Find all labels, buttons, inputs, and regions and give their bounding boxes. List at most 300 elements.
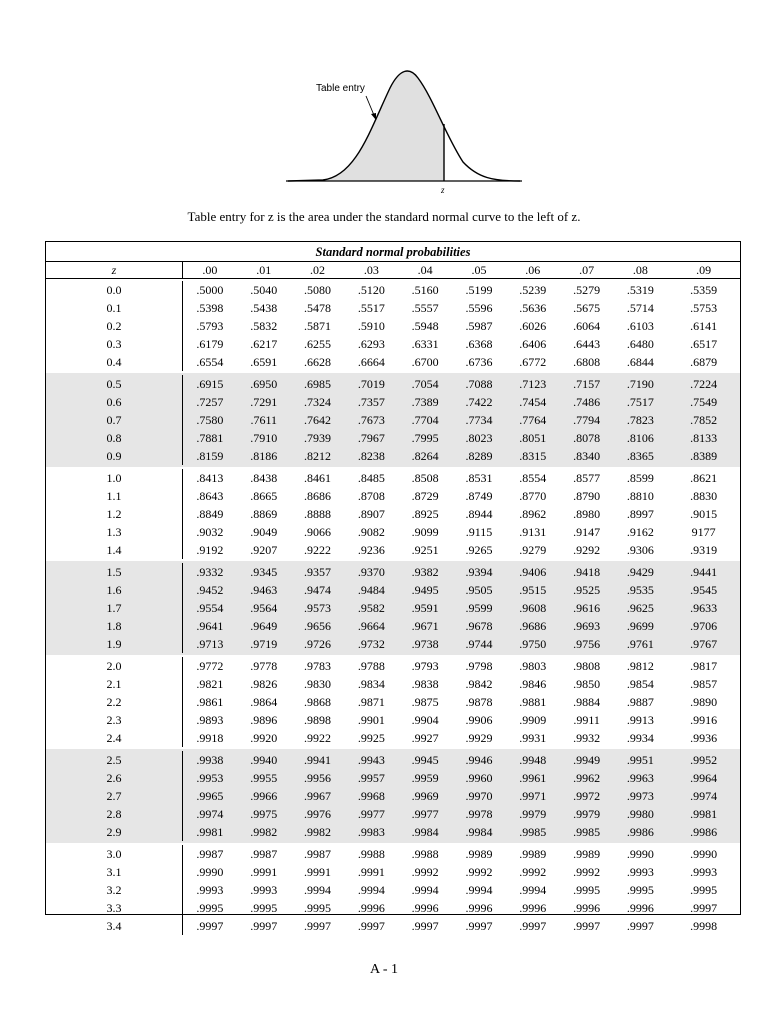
table-row bbox=[46, 769, 740, 787]
table-row bbox=[46, 281, 740, 299]
table-row bbox=[46, 429, 740, 447]
probability-cell: .9554 bbox=[196, 601, 224, 615]
table-row bbox=[46, 881, 740, 899]
probability-cell: .9932 bbox=[573, 731, 601, 745]
normal-curve-figure bbox=[278, 58, 528, 198]
probability-cell: .7580 bbox=[196, 413, 224, 427]
probability-cell: .9987 bbox=[304, 847, 332, 861]
probability-cell: .9974 bbox=[196, 807, 224, 821]
probability-cell: .6664 bbox=[357, 355, 385, 369]
probability-cell: .9750 bbox=[519, 637, 547, 651]
probability-cell: .6141 bbox=[690, 319, 718, 333]
probability-cell: .8907 bbox=[357, 507, 385, 521]
probability-cell: .7704 bbox=[411, 413, 439, 427]
column-header-row bbox=[46, 261, 740, 279]
probability-cell: .8289 bbox=[465, 449, 493, 463]
probability-cell: .6103 bbox=[626, 319, 654, 333]
probability-cell: .8665 bbox=[250, 489, 278, 503]
probability-cell: .6406 bbox=[519, 337, 547, 351]
table-row bbox=[46, 787, 740, 805]
table-body bbox=[46, 279, 740, 937]
probability-cell: .9357 bbox=[304, 565, 332, 579]
probability-cell: .7881 bbox=[196, 431, 224, 445]
table-row bbox=[46, 487, 740, 505]
probability-cell: .7486 bbox=[573, 395, 601, 409]
probability-cell: .8340 bbox=[573, 449, 601, 463]
probability-cell: .9980 bbox=[626, 807, 654, 821]
probability-cell: .7823 bbox=[626, 413, 654, 427]
probability-cell: .8315 bbox=[519, 449, 547, 463]
probability-cell: .7967 bbox=[357, 431, 385, 445]
probability-cell: .9207 bbox=[250, 543, 278, 557]
probability-cell: .8264 bbox=[411, 449, 439, 463]
probability-cell: .9868 bbox=[304, 695, 332, 709]
probability-cell: .9957 bbox=[357, 771, 385, 785]
probability-cell: .8438 bbox=[250, 471, 278, 485]
table-row bbox=[46, 729, 740, 747]
probability-cell: .9429 bbox=[626, 565, 654, 579]
probability-cell: .9994 bbox=[357, 883, 385, 897]
probability-cell: .7517 bbox=[626, 395, 654, 409]
probability-cell: .9761 bbox=[626, 637, 654, 651]
table-row bbox=[46, 805, 740, 823]
probability-cell: .9975 bbox=[250, 807, 278, 821]
probability-cell: .6844 bbox=[626, 355, 654, 369]
probability-cell: .6331 bbox=[411, 337, 439, 351]
probability-cell: .5675 bbox=[573, 301, 601, 315]
probability-cell: .9990 bbox=[626, 847, 654, 861]
probability-cell: .7157 bbox=[573, 377, 601, 391]
probability-cell: .8485 bbox=[357, 471, 385, 485]
table-row bbox=[46, 393, 740, 411]
probability-cell: .9995 bbox=[573, 883, 601, 897]
probability-cell: .8554 bbox=[519, 471, 547, 485]
probability-cell: .9608 bbox=[519, 601, 547, 615]
probability-cell: .9887 bbox=[626, 695, 654, 709]
probability-cell: .9934 bbox=[626, 731, 654, 745]
table-row bbox=[46, 899, 740, 917]
probability-cell: .8962 bbox=[519, 507, 547, 521]
z-value-cell: 3.3 bbox=[46, 899, 183, 917]
probability-cell: .9788 bbox=[357, 659, 385, 673]
probability-cells bbox=[183, 917, 740, 935]
probability-cell: .9955 bbox=[250, 771, 278, 785]
z-value-cell: 1.4 bbox=[46, 541, 183, 559]
probability-cell: .9945 bbox=[411, 753, 439, 767]
table-row bbox=[46, 335, 740, 353]
probability-cells bbox=[183, 863, 740, 881]
probability-cell: .7224 bbox=[690, 377, 718, 391]
probability-cell: .9988 bbox=[411, 847, 439, 861]
table-row bbox=[46, 317, 740, 335]
z-value-cell: 2.4 bbox=[46, 729, 183, 747]
probability-cell: .9732 bbox=[357, 637, 385, 651]
table-title: Standard normal probabilities bbox=[315, 245, 471, 259]
z-value-cell: 1.0 bbox=[46, 469, 183, 487]
probability-cell: .5120 bbox=[357, 283, 385, 297]
probability-cell: .7019 bbox=[357, 377, 385, 391]
probability-cell: .9996 bbox=[411, 901, 439, 915]
probability-cell: .6026 bbox=[519, 319, 547, 333]
probability-cell: .9370 bbox=[357, 565, 385, 579]
probability-cell: .9979 bbox=[519, 807, 547, 821]
table-row bbox=[46, 711, 740, 729]
probability-cell: .9893 bbox=[196, 713, 224, 727]
probability-cell: .9998 bbox=[690, 919, 718, 933]
probability-cell: .9265 bbox=[465, 543, 493, 557]
probability-cell: .9962 bbox=[573, 771, 601, 785]
probability-cell: .9948 bbox=[519, 753, 547, 767]
probability-cell: .9906 bbox=[465, 713, 493, 727]
probability-cell: .9961 bbox=[519, 771, 547, 785]
probability-cell: .9968 bbox=[357, 789, 385, 803]
probability-cell: .9292 bbox=[573, 543, 601, 557]
probability-cells bbox=[183, 729, 740, 747]
probability-cell: .9916 bbox=[690, 713, 718, 727]
probability-cell: .9896 bbox=[250, 713, 278, 727]
table-row bbox=[46, 523, 740, 541]
probability-cell: .9989 bbox=[519, 847, 547, 861]
probability-cell: .9965 bbox=[196, 789, 224, 803]
probability-cell: .8643 bbox=[196, 489, 224, 503]
probability-cell: .8770 bbox=[519, 489, 547, 503]
probability-cell: .9956 bbox=[304, 771, 332, 785]
z-value-cell: 1.9 bbox=[46, 635, 183, 653]
table-entry-label: Table entry bbox=[316, 83, 365, 94]
probability-cell: .9981 bbox=[690, 807, 718, 821]
probability-cell: .9495 bbox=[411, 583, 439, 597]
probability-cell: .5478 bbox=[304, 301, 332, 315]
probability-cell: .8186 bbox=[250, 449, 278, 463]
probability-cell: .9854 bbox=[626, 677, 654, 691]
probability-cell: .9808 bbox=[573, 659, 601, 673]
probability-cells bbox=[183, 447, 740, 465]
probability-cell: .9484 bbox=[357, 583, 385, 597]
table-row bbox=[46, 411, 740, 429]
probability-cell: .9032 bbox=[196, 525, 224, 539]
row-group bbox=[46, 561, 740, 655]
probability-cell: .9995 bbox=[690, 883, 718, 897]
probability-cell: .9898 bbox=[304, 713, 332, 727]
probability-cell: .9162 bbox=[626, 525, 654, 539]
probability-cell: .9319 bbox=[690, 543, 718, 557]
probability-cell: .9976 bbox=[304, 807, 332, 821]
table-row bbox=[46, 375, 740, 393]
probability-cell: .9987 bbox=[196, 847, 224, 861]
probability-cell: .8869 bbox=[250, 507, 278, 521]
probability-cell: .9719 bbox=[250, 637, 278, 651]
probability-cell: .9991 bbox=[304, 865, 332, 879]
probability-cell: .9959 bbox=[411, 771, 439, 785]
probability-cells bbox=[183, 317, 740, 335]
probability-cell: .9970 bbox=[465, 789, 493, 803]
z-axis-label: z bbox=[441, 185, 445, 195]
table-row bbox=[46, 541, 740, 559]
probability-cell: .6480 bbox=[626, 337, 654, 351]
probability-cell: .9996 bbox=[465, 901, 493, 915]
probability-cell: 9177 bbox=[691, 525, 716, 539]
probability-cell: .7257 bbox=[196, 395, 224, 409]
probability-cell: .5948 bbox=[411, 319, 439, 333]
probability-cell: .9977 bbox=[357, 807, 385, 821]
probability-cells bbox=[183, 487, 740, 505]
probability-cell: .9633 bbox=[690, 601, 718, 615]
probability-cell: .6628 bbox=[304, 355, 332, 369]
probability-cell: .9929 bbox=[465, 731, 493, 745]
table-row bbox=[46, 353, 740, 371]
z-value-cell: 3.1 bbox=[46, 863, 183, 881]
probability-cell: .9864 bbox=[250, 695, 278, 709]
z-value-cell: 2.9 bbox=[46, 823, 183, 841]
probability-cell: .6915 bbox=[196, 377, 224, 391]
probability-cell: .9964 bbox=[690, 771, 718, 785]
probability-cell: .5279 bbox=[573, 283, 601, 297]
probability-cell: .9452 bbox=[196, 583, 224, 597]
probability-cell: .9936 bbox=[690, 731, 718, 745]
probability-cell: .7939 bbox=[304, 431, 332, 445]
probability-cell: .5319 bbox=[626, 283, 654, 297]
probability-cell: .9946 bbox=[465, 753, 493, 767]
probability-cells bbox=[183, 469, 740, 487]
probability-cell: .9382 bbox=[411, 565, 439, 579]
z-value-cell: 1.6 bbox=[46, 581, 183, 599]
probability-cell: .9693 bbox=[573, 619, 601, 633]
z-value-cell: 1.8 bbox=[46, 617, 183, 635]
probability-cell: .9985 bbox=[519, 825, 547, 839]
probability-cell: .7995 bbox=[411, 431, 439, 445]
probability-cell: .9838 bbox=[411, 677, 439, 691]
probability-cells bbox=[183, 899, 740, 917]
probability-cell: .9726 bbox=[304, 637, 332, 651]
probability-cell: .9857 bbox=[690, 677, 718, 691]
probability-cell: .9744 bbox=[465, 637, 493, 651]
z-value-cell: 1.5 bbox=[46, 563, 183, 581]
probability-cell: .9994 bbox=[465, 883, 493, 897]
table-row bbox=[46, 863, 740, 881]
probability-cell: .9996 bbox=[573, 901, 601, 915]
label-pointer-arrowhead bbox=[371, 113, 376, 120]
figure-caption: Table entry for z is the area under the standard normal curve to the left of z. bbox=[187, 209, 581, 224]
page-number: A - 1 bbox=[370, 962, 398, 977]
table-row bbox=[46, 599, 740, 617]
probability-cell: .9993 bbox=[626, 865, 654, 879]
probability-cell: .5557 bbox=[411, 301, 439, 315]
probability-cell: .8133 bbox=[690, 431, 718, 445]
probability-cells bbox=[183, 751, 740, 769]
probability-cell: .6700 bbox=[411, 355, 439, 369]
probability-cells bbox=[183, 881, 740, 899]
probability-cell: .6217 bbox=[250, 337, 278, 351]
probability-cell: .8790 bbox=[573, 489, 601, 503]
z-value-cell: 1.2 bbox=[46, 505, 183, 523]
probability-cell: .7611 bbox=[250, 413, 277, 427]
row-group bbox=[46, 655, 740, 749]
probability-cell: .9706 bbox=[690, 619, 718, 633]
probability-cell: .9988 bbox=[357, 847, 385, 861]
probability-cell: .8461 bbox=[304, 471, 332, 485]
probability-cells bbox=[183, 805, 740, 823]
probability-cells bbox=[183, 787, 740, 805]
shaded-area bbox=[288, 71, 444, 181]
probability-cell: .9938 bbox=[196, 753, 224, 767]
probability-cell: .9992 bbox=[465, 865, 493, 879]
probability-cell: .9992 bbox=[411, 865, 439, 879]
z-value-cell: 2.5 bbox=[46, 751, 183, 769]
probability-cell: .9911 bbox=[573, 713, 600, 727]
probability-cell: .9049 bbox=[250, 525, 278, 539]
probability-cells bbox=[183, 599, 740, 617]
probability-cells bbox=[183, 429, 740, 447]
probability-cell: .6591 bbox=[250, 355, 278, 369]
probability-cell: .5239 bbox=[519, 283, 547, 297]
probability-cell: .8159 bbox=[196, 449, 224, 463]
probability-cell: .9981 bbox=[196, 825, 224, 839]
probability-cell: .9830 bbox=[304, 677, 332, 691]
probability-cell: .9987 bbox=[250, 847, 278, 861]
probability-cell: .9591 bbox=[411, 601, 439, 615]
z-value-cell: 0.5 bbox=[46, 375, 183, 393]
z-value-cell: 2.8 bbox=[46, 805, 183, 823]
probability-cell: .5000 bbox=[196, 283, 224, 297]
probability-cell: .9983 bbox=[357, 825, 385, 839]
probability-cell: .9671 bbox=[411, 619, 439, 633]
table-row bbox=[46, 447, 740, 465]
row-group bbox=[46, 843, 740, 937]
column-header: .05 bbox=[471, 263, 487, 277]
probability-cell: .9927 bbox=[411, 731, 439, 745]
probability-cell: .9649 bbox=[250, 619, 278, 633]
probability-cell: .5636 bbox=[519, 301, 547, 315]
probability-cell: .9913 bbox=[626, 713, 654, 727]
probability-cells bbox=[183, 581, 740, 599]
z-value-cell: 3.2 bbox=[46, 881, 183, 899]
probability-cell: .9984 bbox=[411, 825, 439, 839]
probability-cell: .9871 bbox=[357, 695, 385, 709]
probability-cell: .8389 bbox=[690, 449, 718, 463]
probability-cell: .9222 bbox=[304, 543, 332, 557]
probability-cells bbox=[183, 505, 740, 523]
probability-cell: .9738 bbox=[411, 637, 439, 651]
probability-cell: .9941 bbox=[304, 753, 332, 767]
probability-cell: .9995 bbox=[626, 883, 654, 897]
probability-cell: .5398 bbox=[196, 301, 224, 315]
probability-cell: .6443 bbox=[573, 337, 601, 351]
probability-cell: .9974 bbox=[690, 789, 718, 803]
z-value-cell: 0.3 bbox=[46, 335, 183, 353]
probability-cells bbox=[183, 635, 740, 653]
probability-cells bbox=[183, 299, 740, 317]
probability-cell: .9821 bbox=[196, 677, 224, 691]
probability-cell: .9995 bbox=[304, 901, 332, 915]
z-value-cell: 3.4 bbox=[46, 917, 183, 935]
probability-cell: .5359 bbox=[690, 283, 718, 297]
probability-cell: .5987 bbox=[465, 319, 493, 333]
probability-cell: .9982 bbox=[250, 825, 278, 839]
probability-cell: .7642 bbox=[304, 413, 332, 427]
probability-cell: .7422 bbox=[465, 395, 493, 409]
probability-cell: .7852 bbox=[690, 413, 718, 427]
probability-cell: .9798 bbox=[465, 659, 493, 673]
probability-cell: .8051 bbox=[519, 431, 547, 445]
probability-cell: .9990 bbox=[196, 865, 224, 879]
z-value-cell: 0.8 bbox=[46, 429, 183, 447]
probability-cell: .6736 bbox=[465, 355, 493, 369]
table-row bbox=[46, 823, 740, 841]
probability-cell: .9131 bbox=[519, 525, 547, 539]
probability-cell: .8708 bbox=[357, 489, 385, 503]
probability-cell: .5040 bbox=[250, 283, 278, 297]
row-group bbox=[46, 279, 740, 373]
probability-cell: .9803 bbox=[519, 659, 547, 673]
probability-cell: .9861 bbox=[196, 695, 224, 709]
probability-cell: .9306 bbox=[626, 543, 654, 557]
column-header: .03 bbox=[363, 263, 379, 277]
probability-cell: .9951 bbox=[626, 753, 654, 767]
probability-cell: .9394 bbox=[465, 565, 493, 579]
probability-cell: .9997 bbox=[626, 919, 654, 933]
probability-cell: .9901 bbox=[357, 713, 385, 727]
probability-cell: .9994 bbox=[411, 883, 439, 897]
probability-cell: .9995 bbox=[250, 901, 278, 915]
probability-cells bbox=[183, 375, 740, 393]
probability-cell: .9656 bbox=[304, 619, 332, 633]
probability-cell: .8997 bbox=[626, 507, 654, 521]
probability-cell: .9925 bbox=[357, 731, 385, 745]
probability-cell: .9441 bbox=[690, 565, 718, 579]
z-value-cell: 1.7 bbox=[46, 599, 183, 617]
column-header: .09 bbox=[696, 263, 712, 277]
probability-cell: .9545 bbox=[690, 583, 718, 597]
table-row bbox=[46, 751, 740, 769]
probability-cell: .9793 bbox=[411, 659, 439, 673]
probability-cell: .7673 bbox=[357, 413, 385, 427]
probability-cell: .9973 bbox=[626, 789, 654, 803]
probability-cell: .9846 bbox=[519, 677, 547, 691]
z-value-cell: 2.1 bbox=[46, 675, 183, 693]
probability-cell: .9993 bbox=[250, 883, 278, 897]
probability-cell: .9952 bbox=[690, 753, 718, 767]
probability-cell: .9878 bbox=[465, 695, 493, 709]
probability-cell: .9345 bbox=[250, 565, 278, 579]
probability-cell: .9015 bbox=[690, 507, 718, 521]
probability-cell: .8925 bbox=[411, 507, 439, 521]
probability-cell: .9991 bbox=[357, 865, 385, 879]
table-row bbox=[46, 299, 740, 317]
probability-cell: .5160 bbox=[411, 283, 439, 297]
probability-cell: .9990 bbox=[690, 847, 718, 861]
probability-cell: .8729 bbox=[411, 489, 439, 503]
probability-cell: .9625 bbox=[626, 601, 654, 615]
probability-cells bbox=[183, 541, 740, 559]
probability-cell: .9984 bbox=[465, 825, 493, 839]
z-value-cell: 0.2 bbox=[46, 317, 183, 335]
probability-cell: .9713 bbox=[196, 637, 224, 651]
table-row bbox=[46, 617, 740, 635]
probability-cell: .9997 bbox=[250, 919, 278, 933]
probability-cell: .9599 bbox=[465, 601, 493, 615]
probability-cell: .9985 bbox=[573, 825, 601, 839]
probability-cell: .9756 bbox=[573, 637, 601, 651]
z-value-cell: 2.0 bbox=[46, 657, 183, 675]
probability-cell: .9582 bbox=[357, 601, 385, 615]
probability-cell: .9678 bbox=[465, 619, 493, 633]
probability-cell: .8106 bbox=[626, 431, 654, 445]
probability-cell: .5438 bbox=[250, 301, 278, 315]
probability-cell: .5517 bbox=[357, 301, 385, 315]
probability-cell: .9279 bbox=[519, 543, 547, 557]
probability-cells bbox=[183, 563, 740, 581]
table-row bbox=[46, 675, 740, 693]
